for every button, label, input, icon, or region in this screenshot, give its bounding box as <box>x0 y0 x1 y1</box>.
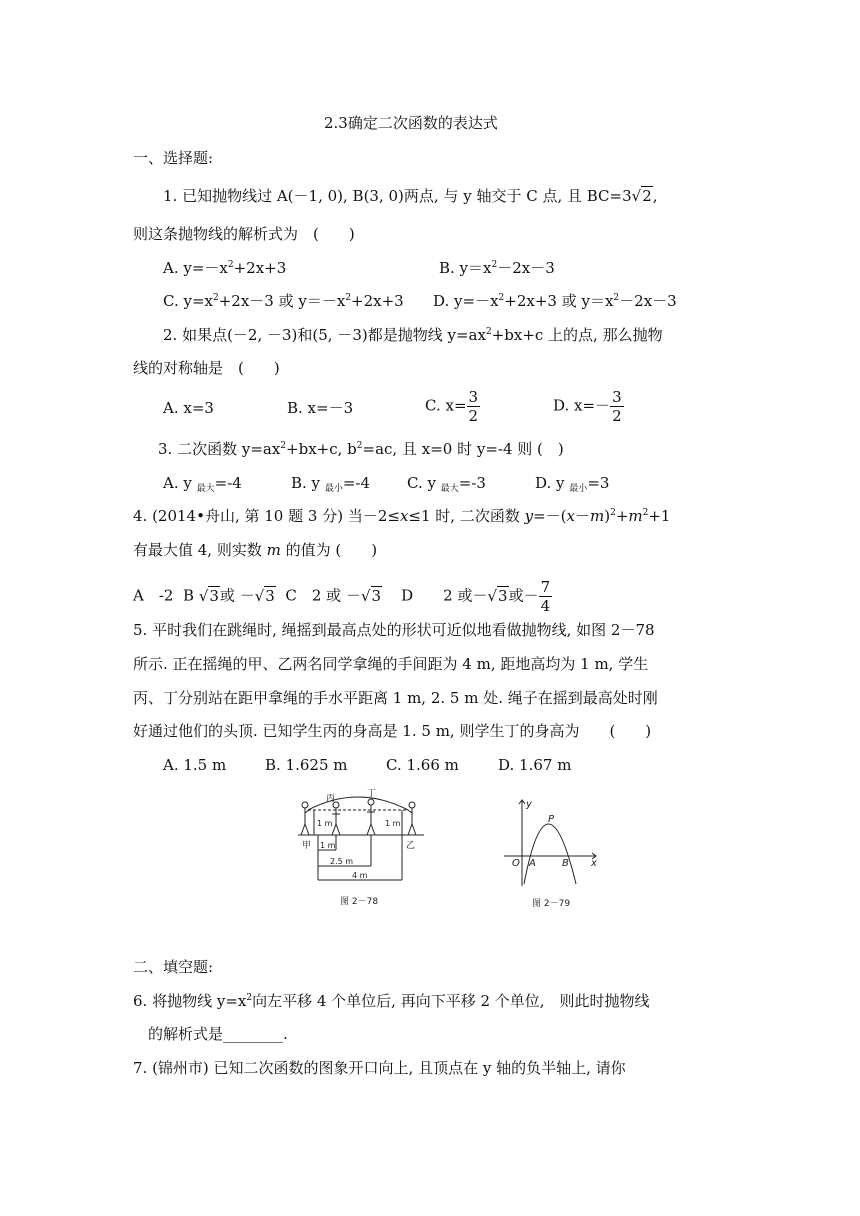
label-1m-left: 1 m <box>317 819 333 828</box>
q3-option-d <box>535 473 609 493</box>
q1-option-b <box>439 258 555 278</box>
subscript: 最大 <box>440 484 459 494</box>
q3-opt-d-tail: =3 <box>587 474 610 492</box>
question-1-line-2: 则这条抛物线的解析式为 ( ) <box>133 225 355 243</box>
q3-opt-a-text: A. y <box>163 474 192 492</box>
question-2-line-1 <box>163 325 663 345</box>
var-m: m <box>628 507 643 525</box>
q2-opt-c-text: C. x= <box>425 396 467 415</box>
rope-arc <box>308 797 408 810</box>
question-5-line-4: 好通过他们的头顶. 已知学生丙的身高是 1. 5 m, 则学生丁的身高为 ( ) <box>133 722 652 740</box>
question-4-line-2 <box>133 540 377 560</box>
q4-option-a: A -2 <box>133 586 174 605</box>
superscript: 2 <box>491 260 498 270</box>
q4-text-c: =－( <box>533 507 567 525</box>
q3-opt-d-text: D. y <box>535 474 565 492</box>
question-1-line-1 <box>163 186 658 206</box>
question-7-line-1: 7. (锦州市) 已知二次函数的图象开口向上, 且顶点在 y 轴的负半轴上, 请你 <box>133 1059 626 1077</box>
section-heading-fill: 二、填空题: <box>133 958 214 976</box>
q4-b-or: 或 <box>219 586 235 605</box>
q3-option-b <box>291 473 370 493</box>
q1-option-c <box>163 291 404 311</box>
label-b: B <box>562 858 569 869</box>
label-x: x <box>591 858 597 869</box>
q2-option-b: B. x=－3 <box>287 399 354 417</box>
q1-opt-c-text: C. y=x <box>163 292 213 310</box>
q1-opt-b-tail: －2x－3 <box>497 259 555 277</box>
q1-opt-d-tail: －2x－3 <box>619 292 677 310</box>
label-origin: O <box>512 858 520 869</box>
q1-opt-a-tail: +2x+3 <box>233 259 287 277</box>
figure-2-78-jump-rope <box>296 788 426 910</box>
caption-2-78: 图 2－78 <box>340 897 379 907</box>
superscript: 2 <box>642 508 649 518</box>
label-y: y <box>526 799 532 810</box>
label-a: A <box>529 858 536 869</box>
superscript: 2 <box>345 293 352 303</box>
fraction <box>467 388 481 425</box>
superscript: 2 <box>485 327 492 337</box>
fraction-denominator: 2 <box>468 407 479 425</box>
question-5-line-3: 丙、丁分别站在距甲拿绳的手水平距离 1 m, 2. 5 m 处. 绳子在摇到最高处时刚 <box>133 689 658 707</box>
var-y: y <box>524 507 534 525</box>
q4-line2-b: 的值为 ( ) <box>280 541 378 559</box>
superscript: 2 <box>610 508 616 518</box>
q1-opt-d-text: D. y=－x <box>433 292 499 310</box>
q1-option-a <box>163 258 286 278</box>
q6-text-b: 向左平移 4 个单位后, 再向下平移 2 个单位, 则此时抛物线 <box>252 992 650 1010</box>
var-x: x <box>399 507 409 525</box>
q2-opt-d-text: D. x=－ <box>553 396 611 415</box>
q3-opt-b-tail: =-4 <box>342 474 371 492</box>
label-bing: 丙 <box>326 794 336 804</box>
question-6-line-1 <box>133 991 650 1011</box>
q3-option-a <box>163 473 242 493</box>
label-1m-right: 1 m <box>385 819 401 828</box>
question-4-options: A -2 B √3或 －√3 C 2 或 －√3 D 2 或－√3或－ $\frac{7}{4}$ <box>133 578 551 615</box>
q4-text-g: +1 <box>648 507 671 525</box>
section-heading-choice: 一、选择题: <box>133 149 214 167</box>
root-value: 3 <box>498 586 508 605</box>
sqrt-symbol: √3 <box>487 586 508 605</box>
q2-option-c <box>425 388 480 425</box>
q4-line2-a: 有最大值 4, 则实数 <box>133 541 267 559</box>
q6-text-a: 6. 将抛物线 y=x <box>133 992 247 1010</box>
q2-option-d <box>553 388 624 425</box>
q1-text-b: , <box>652 187 658 205</box>
fraction-denominator: 2 <box>612 407 622 425</box>
q5-option-c: C. 1.66 m <box>386 756 459 774</box>
caption-2-79: 图 2－79 <box>532 899 571 909</box>
q3-opt-c-text: C. y <box>407 474 436 492</box>
superscript: 2 <box>227 260 234 270</box>
q4-text-b: ≤1 时, 二次函数 <box>408 507 525 525</box>
root-value: 3 <box>209 586 219 605</box>
fraction-numerator: 3 <box>468 388 479 406</box>
sqrt-symbol: √3 <box>198 586 219 605</box>
fraction-numerator: 3 <box>612 388 622 406</box>
q4-option-c: C 2 或 <box>285 586 342 605</box>
q1-option-d <box>433 291 677 311</box>
superscript: 2 <box>246 993 253 1003</box>
q3-opt-b-text: B. y <box>291 474 321 492</box>
subscript: 最小 <box>569 484 588 494</box>
q4-text-f: + <box>615 507 629 525</box>
page-title: 2.3确定二次函数的表达式 <box>324 114 498 132</box>
label-jia: 甲 <box>302 841 312 851</box>
q5-option-b: B. 1.625 m <box>265 756 348 774</box>
sqrt-symbol: √3 <box>360 586 382 605</box>
superscript: 2 <box>356 441 363 451</box>
question-6-line-2: 的解析式是________. <box>148 1025 288 1043</box>
fraction <box>539 578 553 615</box>
sqrt-symbol: √3 <box>254 586 275 605</box>
q5-option-d: D. 1.67 m <box>498 756 572 774</box>
q2-text-b: +bx+c 上的点, 那么抛物 <box>491 326 663 344</box>
var-m: m <box>589 507 605 525</box>
q1-opt-c-tail: +2x+3 <box>351 292 404 310</box>
q1-root-value: 2 <box>642 187 652 205</box>
superscript: 2 <box>613 293 620 303</box>
question-5-line-2: 所示. 正在摇绳的甲、乙两名同学拿绳的手间距为 4 m, 距地高均为 1 m, 学生 <box>133 655 649 673</box>
label-yi: 乙 <box>406 841 416 851</box>
parabola-curve <box>524 824 576 884</box>
var-m: m <box>266 541 281 559</box>
label-2-5m: 2.5 m <box>330 857 354 866</box>
superscript: 2 <box>212 293 219 303</box>
label-ding: 丁 <box>367 789 377 799</box>
q4-text-d: － <box>574 507 590 525</box>
figure-2-79-parabola <box>500 794 610 912</box>
q3-text-c: =ac, 且 x=0 时 y=-4 则 ( ) <box>362 440 564 458</box>
q4-option-d: D 2 或－ <box>401 586 488 605</box>
question-4-line-1 <box>133 506 670 526</box>
q1-opt-d-mid: +2x+3 或 y＝x <box>504 292 614 310</box>
fraction <box>610 388 624 425</box>
root-value: 3 <box>371 586 382 605</box>
q1-opt-b-text: B. y＝x <box>439 259 492 277</box>
person-jia <box>301 802 309 835</box>
sqrt-symbol: √2 <box>631 187 652 205</box>
q4-text-a: 4. (2014•舟山, 第 10 题 3 分) 当－2≤ <box>133 507 400 525</box>
question-2-line-2: 线的对称轴是 ( ) <box>133 359 280 377</box>
superscript: 2 <box>280 441 287 451</box>
person-bing <box>332 802 340 835</box>
label-p: P <box>548 814 555 825</box>
question-3-line-1 <box>158 439 564 459</box>
subscript: 最大 <box>196 484 215 494</box>
q3-option-c <box>407 473 486 493</box>
q1-opt-c-mid: +2x－3 或 y＝－x <box>218 292 346 310</box>
question-5-line-1: 5. 平时我们在跳绳时, 绳摇到最高点处的形状可近似地看做抛物线, 如图 2－78 <box>133 621 655 639</box>
fraction-denominator: 4 <box>540 597 551 615</box>
superscript: 2 <box>498 293 505 303</box>
label-1m-bottom: 1 m <box>320 841 336 850</box>
q3-text-b: +bx+c, b <box>286 440 357 458</box>
q3-text-a: 3. 二次函数 y=ax <box>158 440 281 458</box>
label-4m: 4 m <box>352 871 368 880</box>
var-x: x <box>566 507 575 525</box>
root-value: 3 <box>265 586 275 605</box>
person-yi <box>408 802 416 835</box>
q2-text-a: 2. 如果点(－2, －3)和(5, －3)都是抛物线 y=ax <box>163 326 486 344</box>
q3-opt-a-tail: =-4 <box>214 474 242 492</box>
q4-option-b: B <box>183 586 195 605</box>
q3-opt-c-tail: =-3 <box>458 474 486 492</box>
fraction-numerator: 7 <box>540 578 551 596</box>
q5-option-a: A. 1.5 m <box>163 756 227 774</box>
q1-opt-a-text: A. y=－x <box>163 259 228 277</box>
q2-option-a: A. x=3 <box>163 399 214 417</box>
q4-text-e: ) <box>604 507 611 525</box>
q1-text-a: 1. 已知抛物线过 A(－1, 0), B(3, 0)两点, 与 y 轴交于 C 点, 且 BC=3 <box>163 187 632 205</box>
person-ding <box>367 799 375 835</box>
q4-d-or: 或－ <box>508 586 539 605</box>
subscript: 最小 <box>324 484 343 494</box>
